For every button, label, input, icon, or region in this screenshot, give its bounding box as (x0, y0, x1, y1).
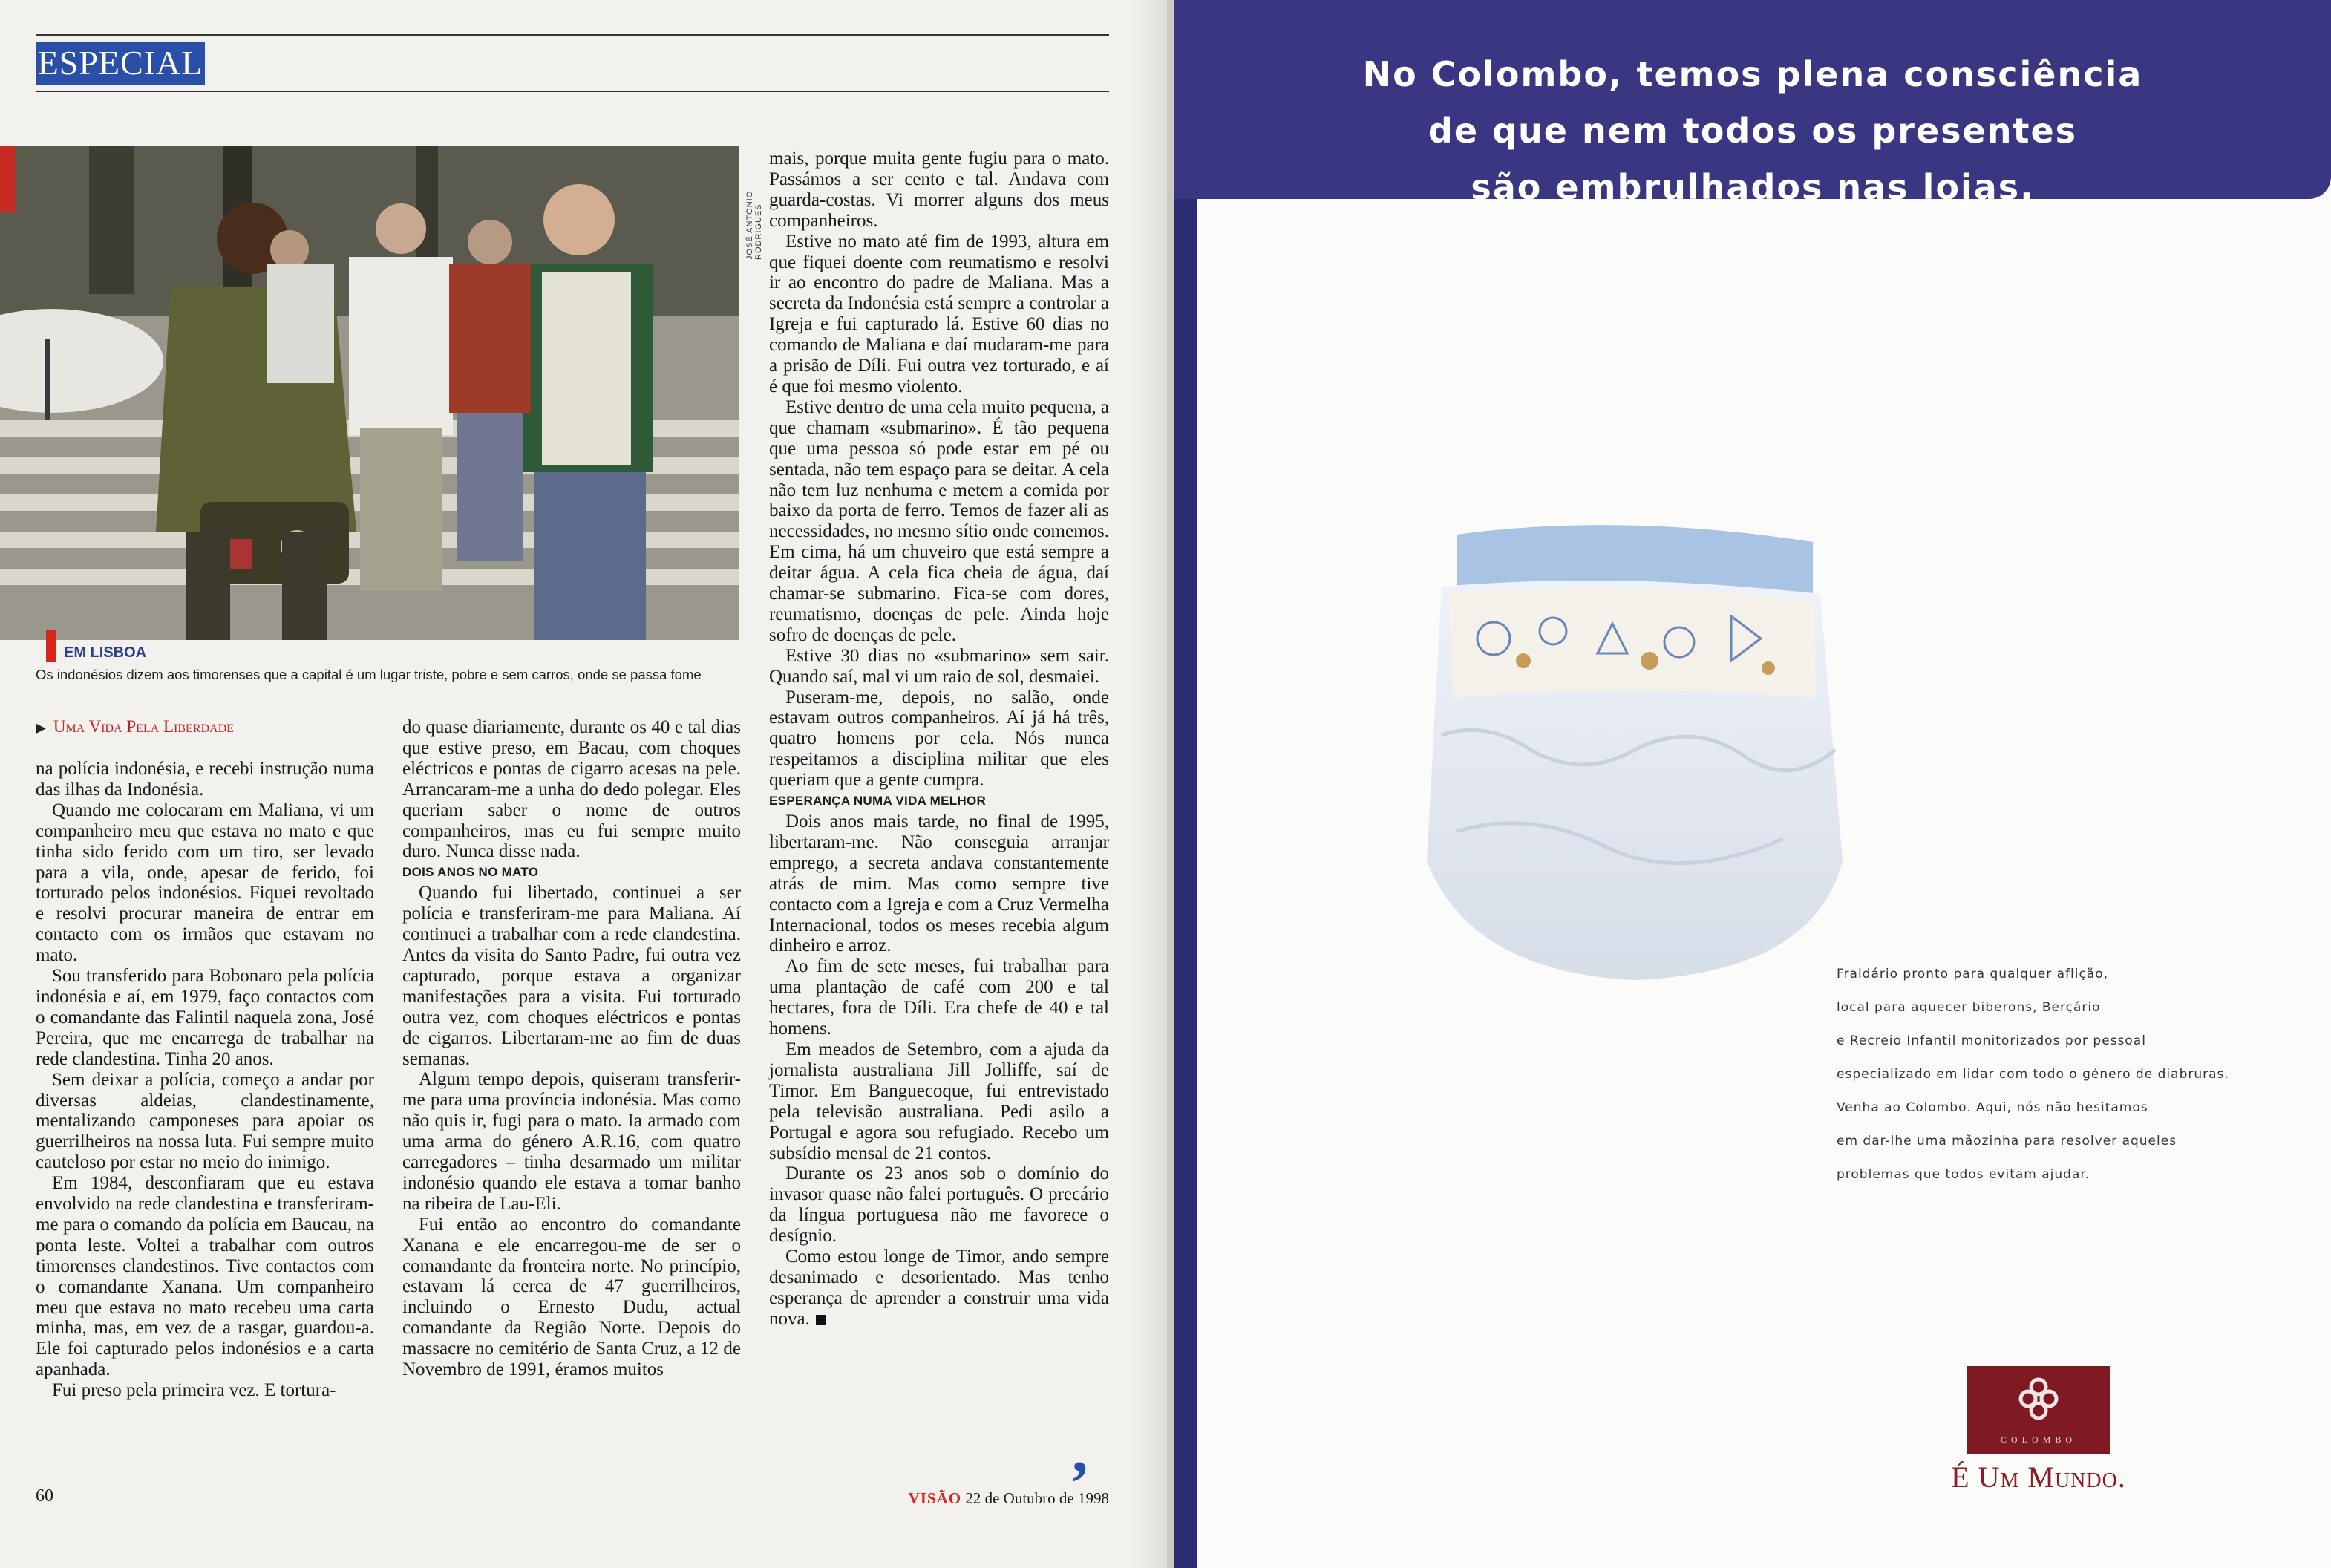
section-label: ESPECIAL (36, 42, 205, 85)
headline-line: No Colombo, temos plena consciência (1362, 54, 2143, 94)
paragraph-text: Como estou longe de Timor, ando sempre desanimado e desorientado. Mas tenho esperança de aprender a construir uma vida nova. (769, 1247, 1109, 1329)
street-scene-image (0, 146, 739, 640)
paragraph: mais, porque muita gente fugiu para o mato. Passámos a ser cento e tal. Andava com guarda-costas. Vi morrer alguns dos meus companheiros. (769, 148, 1109, 231)
magazine-name: VISÃO (908, 1489, 962, 1507)
issue-date: 22 de Outubro de 1998 (965, 1489, 1109, 1507)
paragraph: Puseram-me, depois, no salão, onde estavam outros companheiros. Aí já há três, quatro homens por cela. Nós nunca respeitamos a disciplina militar que eles queriam que a gente cumpra. (769, 687, 1109, 791)
street-photo (0, 146, 739, 640)
closing-quote-icon: , (1072, 1414, 1088, 1486)
right-page-advert (1174, 0, 2331, 1568)
page-number: 60 (36, 1486, 53, 1506)
paragraph: na polícia indonésia, e recebi instrução numa das ilhas da Indonésia. (36, 759, 374, 800)
ad-body-text (1837, 958, 2229, 1192)
paragraph: Em 1984, desconfiaram que eu estava envolvido na rede clandestina e transferiram-me para o comando da polícia em Baucau, na ponta leste. Voltei a trabalhar com outros timorenses clandestinos. Tive contactos com o comandante Xanana. Um companheiro meu que estava no mato recebeu uma carta minha, mas, em vez de a rasgar, guardou-a. Ele foi capturado pelos indonésios e a carta apanhada. (36, 1173, 374, 1380)
ad-headline (1174, 46, 2331, 215)
paragraph: Quando me colocaram em Maliana, vi um companheiro meu que estava no mato e que tinha sido ferido com um tiro, ser levado para a vila, onde, apesar de ferido, foi torturado pelos indonésios. Fiquei revoltado e resolvi procurar maneira de entrar em contacto com os irmãos que estavam no mato. (36, 800, 374, 966)
triangle-right-icon: ▶ (36, 720, 46, 736)
photo-credit: JOSÉ ANTÓNIO RODRIGUES (745, 190, 763, 260)
paragraph: Fui então ao encontro do comandante Xanana e ele encarregou-me de ser o comandante da fronteira norte. No princípio, estavam lá cerca de 47 guerrilheiros, incluindo o Ernesto Dudu, actual comandante da Região Norte. Depois do massacre no cemitério de Santa Cruz, a 12 de Novembro de 1991, éramos muitos (402, 1214, 741, 1380)
colombo-logo (1967, 1366, 2110, 1454)
section-rule (36, 91, 1109, 92)
paragraph-final (769, 1247, 1109, 1330)
paragraph: Estive dentro de uma cela muito pequena, a que chamam «submarino». É tão pequena que uma pessoa só pode estar em pé ou sentada, não tem espaço para se deitar. A cela não tem luz nenhuma e metem a comida por baixo da porta de ferro. Temos de fazer ali as necessidades, no mesmo sítio onde comemos. Em cima, há um chuveiro que está sempre a deitar água. A cela fica cheia de água, daí chamar-se submarino. Fica-se com dores, reumatismo, doenças de pele. Ainda hoje sofro de doenças de pele. (769, 396, 1109, 645)
subheading: DOIS ANOS NO MATO (402, 865, 539, 880)
subheading: ESPERANÇA NUMA VIDA MELHOR (769, 794, 987, 808)
paragraph: Dois anos mais tarde, no final de 1995, libertaram-me. Não conseguia arranjar emprego, a secreta andava constantemente atrás de mim. Mas como sempre tive contacto com a Igreja e com a Cruz Vermelha Internacional, todos os meses recebia algum dinheiro e arroz. (769, 811, 1109, 956)
paragraph: Estive 30 dias no «submarino» sem sair. Quando saí, mal vi um raio de sol, desmaiei. (769, 645, 1109, 687)
top-rule (36, 34, 1109, 36)
headline-line: de que nem todos os presentes (1428, 111, 2078, 151)
paragraph: Quando fui libertado, continuei a ser polícia e transferiram-me para Maliana. Aí continuei a trabalhar com a rede clandestina. Antes da visita do Santo Padre, fui outra vez capturado, porque estava a organizar manifestações para a visita. Fui torturado outra vez, com choques eléctricos e pontas de cigarros. Libertaram-me ao fim de duas semanas. (402, 883, 741, 1069)
paragraph: Algum tempo depois, quiseram transferir-me para uma província indonésia. Mas como não quis ir, fugi para o mato. Ia armado com uma arma do género A.R.16, com quatro carregadores – tinha desarmado um militar indonésio quando ele estava a tomar banho na ribeira de Lau-Eli. (402, 1069, 741, 1214)
ad-text-line: problemas que todos evitam ajudar. (1837, 1167, 2090, 1182)
paragraph: Sou transferido para Bobonaro pela polícia indonésia e aí, em 1979, faço contactos com o comandante das Falintil naquela zona, José Pereira, que me encarrega de trabalhar na rede clandestina. Tinha 20 anos. (36, 966, 374, 1069)
caption-accent-bar (46, 630, 56, 662)
story-kicker (36, 717, 234, 736)
caption-title: EM LISBOA (64, 644, 147, 661)
ad-text-line: em dar-lhe uma mãozinha para resolver aqueles (1837, 1134, 2177, 1149)
diaper-image (1397, 512, 1857, 1002)
ad-text-line: especializado em lidar com todo o género de diabruras. (1837, 1067, 2229, 1082)
kicker-text: Uma Vida Pela Liberdade (53, 717, 234, 736)
paragraph: Em meados de Setembro, com a ajuda da jornalista australiana Jill Jolliffe, saí de Timor. Em Banguecoque, fui entrevistado pela televisão australiana. Pedi asilo a Portugal e agora sou refugiado. Recebo um subsídio mensal de 21 contos. (769, 1039, 1109, 1163)
gutter-shadow (1128, 0, 1167, 1568)
spine (1167, 0, 1174, 1568)
paragraph: Estive no mato até fim de 1993, altura em que fiquei doente com reumatismo e resolvi ir ao encontro do padre de Maliana. Mas a secreta da Indonésia está sempre a controlar a Igreja e fui capturado lá. Estive 60 dias no comando de Maliana e daí mudaram-me para a prisão de Díli. Fui outra vez torturado, e aí é que foi mesmo violento. (769, 231, 1109, 396)
ad-text-line: local para aquecer biberons, Berçário (1837, 1000, 2101, 1015)
ad-text-line: e Recreio Infantil monitorizados por pessoal (1837, 1033, 2146, 1048)
ad-slogan: É Um Mundo. (1951, 1460, 2126, 1494)
end-mark-icon (816, 1315, 826, 1325)
paragraph: Fui preso pela primeira vez. E tortura- (52, 1380, 336, 1401)
ad-text-line: Venha ao Colombo. Aqui, nós não hesitamos (1837, 1100, 2148, 1115)
page-footer (909, 1489, 1109, 1508)
caption-text: Os indonésios dizem aos timorenses que a capital é um lugar triste, pobre e sem carros, onde se passa fome (36, 667, 702, 682)
page-edge-strip (1174, 0, 1197, 1568)
ad-text-line: Fraldário pronto para qualquer aflição, (1837, 967, 2109, 981)
article-column-2 (402, 717, 741, 1380)
paragraph: Sem deixar a polícia, começo a andar por diversas aldeias, clandestinamente, mentalizando camponeses para apoiar os guerrilheiros na nossa luta. Fui sempre muito cauteloso por estar no meio do inimigo. (36, 1069, 374, 1173)
paragraph: Durante os 23 anos sob o domínio do invasor quase não falei português. O precário da língua portuguesa não me favorece o desígnio. (769, 1163, 1109, 1247)
paragraph: do quase diariamente, durante os 40 e tal dias que estive preso, em Bacau, com choques eléctricos e pontas de cigarro acesas na pele. Arrancaram-me a unha do dedo polegar. Eles queriam saber o nome de outros companheiros, mas eu fui sempre muito duro. Nunca disse nada. (402, 717, 741, 862)
article-column-3 (769, 148, 1109, 1330)
paragraph: Ao fim de sete meses, fui trabalhar para uma plantação de café com 200 e tal hectares, fora de Díli. Era chefe de 40 e tal homens. (769, 956, 1109, 1039)
knot-emblem-icon (2016, 1373, 2061, 1425)
headline-line: são embrulhados nas lojas. (1471, 167, 2035, 207)
logo-wordmark: COLOMBO (2000, 1434, 2076, 1445)
article-column-1 (36, 759, 374, 1401)
